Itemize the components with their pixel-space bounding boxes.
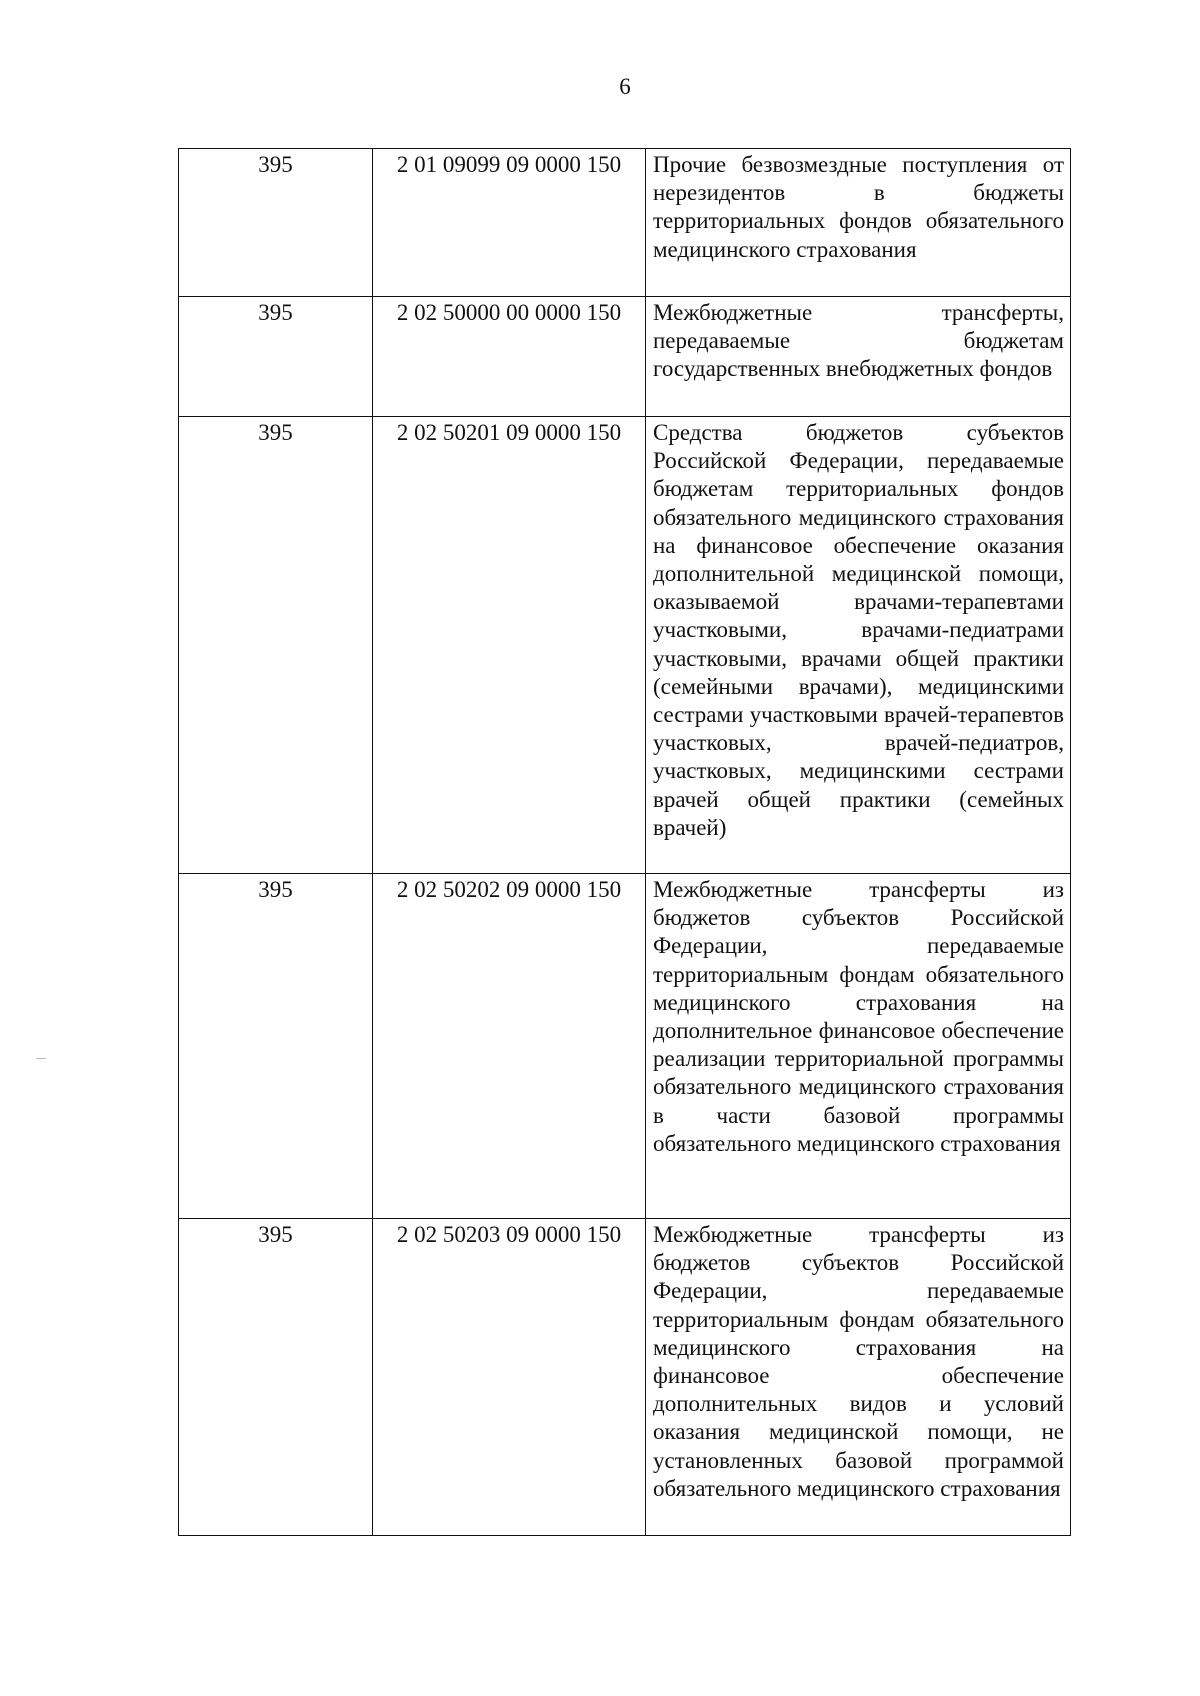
table-row — [179, 417, 1071, 874]
admin-code-cell: 395 — [179, 1219, 373, 1536]
budget-classification-table — [178, 148, 1071, 1536]
table-row — [179, 149, 1071, 297]
table-row — [179, 1219, 1071, 1536]
admin-code-cell: 395 — [179, 297, 373, 417]
table-row — [179, 297, 1071, 417]
table-row — [179, 874, 1071, 1219]
admin-code-cell: 395 — [179, 874, 373, 1219]
admin-code-cell: 395 — [179, 149, 373, 297]
income-name-cell: Средства бюджетов субъектов Российской Федерации, передаваемые бюджетам территориальных фондов обязательного медицинского страхования на финансовое обеспечение оказания дополнительной медицинской помощи, оказываемой врачами-терапевтами участковыми, врачами-педиатрами участковыми, врачами общей практики (семейными врачами), медицинскими сестрами участковыми врачей-терапевтов участковых, врачей-педиатров, участковых, медицинскими сестрами врачей общей практики (семейных врачей) — [646, 417, 1071, 874]
income-name-cell: Межбюджетные трансферты, передаваемые бюджетам государственных внебюджетных фондов — [646, 297, 1071, 417]
kbk-code-cell: 2 02 50000 00 0000 150 — [373, 297, 646, 417]
kbk-code-cell: 2 02 50202 09 0000 150 — [373, 874, 646, 1219]
income-name-cell: Межбюджетные трансферты из бюджетов субъектов Российской Федерации, передаваемые территориальным фондам обязательного медицинского страхования на финансовое обеспечение дополнительных видов и условий оказания медицинской помощи, не установленных базовой программой обязательного медицинского страхования — [646, 1219, 1071, 1536]
kbk-code-cell: 2 02 50203 09 0000 150 — [373, 1219, 646, 1536]
income-name-cell: Прочие безвозмездные поступления от нерезидентов в бюджеты территориальных фондов обязательного медицинского страхования — [646, 149, 1071, 297]
admin-code-cell: 395 — [179, 417, 373, 874]
page-number: 6 — [619, 74, 631, 99]
income-name-cell: Межбюджетные трансферты из бюджетов субъектов Российской Федерации, передаваемые территориальным фондам обязательного медицинского страхования на дополнительное финансовое обеспечение реализации территориальной программы обязательного медицинского страхования в части базовой программы обязательного медицинского страхования — [646, 874, 1071, 1219]
kbk-code-cell: 2 01 09099 09 0000 150 — [373, 149, 646, 297]
kbk-code-cell: 2 02 50201 09 0000 150 — [373, 417, 646, 874]
scan-margin-mark — [36, 1058, 46, 1059]
